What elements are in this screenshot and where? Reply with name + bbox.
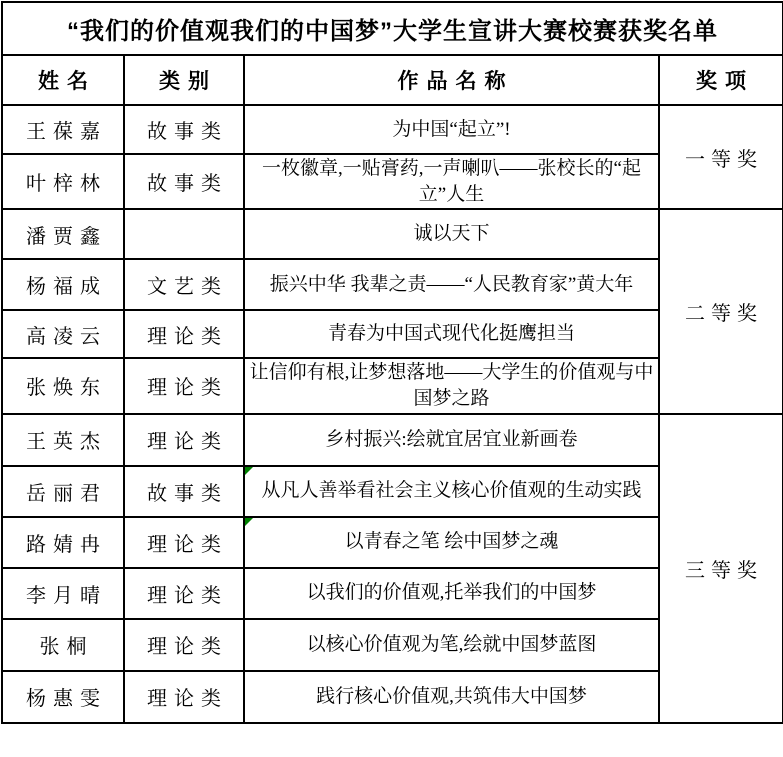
award-table [1,1,783,724]
name-cell: 杨惠雯 [2,671,124,723]
category-cell: 文艺类 [124,259,244,310]
name-cell: 潘贾鑫 [2,209,124,259]
work-title-cell: 让信仰有根,让梦想落地——大学生的价值观与中国梦之路 [244,358,659,413]
work-title-cell [244,517,659,568]
category-cell: 理论类 [124,517,244,568]
name-cell: 王葆嘉 [2,105,124,154]
column-header-name: 姓名 [2,55,124,105]
column-header-category: 类别 [124,55,244,105]
work-title-cell [244,466,659,517]
category-cell: 理论类 [124,568,244,619]
award-cell-third-prize: 三等奖 [659,414,783,723]
work-title-cell: 为中国“起立”! [244,105,659,154]
name-cell: 叶梓林 [2,154,124,209]
work-title-text: 以青春之笔 绘中国梦之魂 [344,531,559,553]
category-cell: 故事类 [124,466,244,517]
award-cell-first-prize: 一等奖 [659,105,783,209]
category-cell: 故事类 [124,105,244,154]
work-title-cell: 乡村振兴:绘就宜居宜业新画卷 [244,414,659,466]
category-cell: 理论类 [124,671,244,723]
column-header-award: 奖项 [659,55,783,105]
work-title-cell: 振兴中华 我辈之责——“人民教育家”黄大年 [244,259,659,310]
title-row [2,2,783,55]
work-title-cell: 践行核心价值观,共筑伟大中国梦 [244,671,659,723]
category-cell: 理论类 [124,310,244,358]
category-cell: 理论类 [124,619,244,671]
name-cell: 李月晴 [2,568,124,619]
cell-corner-marker-icon [245,467,253,475]
category-cell [124,209,244,259]
name-cell: 高凌云 [2,310,124,358]
name-cell: 张桐 [2,619,124,671]
name-cell: 路婧冉 [2,517,124,568]
table-row [2,105,783,154]
category-cell: 理论类 [124,358,244,413]
name-cell: 杨福成 [2,259,124,310]
category-cell: 理论类 [124,414,244,466]
work-title-text: 从凡人善举看社会主义核心价值观的生动实践 [261,480,642,502]
work-title-cell: 以我们的价值观,托举我们的中国梦 [244,568,659,619]
cell-corner-marker-icon [245,518,253,526]
work-title-cell: 青春为中国式现代化挺鹰担当 [244,310,659,358]
header-row [2,55,783,105]
award-cell-second-prize: 二等奖 [659,209,783,413]
page-title: “我们的价值观我们的中国梦”大学生宣讲大赛校赛获奖名单 [2,2,783,55]
name-cell: 岳丽君 [2,466,124,517]
category-cell: 故事类 [124,154,244,209]
work-title-cell: 以核心价值观为笔,绘就中国梦蓝图 [244,619,659,671]
work-title-cell: 一枚徽章,一贴膏药,一声喇叭——张校长的“起立”人生 [244,154,659,209]
table-row [2,414,783,466]
name-cell: 张焕东 [2,358,124,413]
column-header-work: 作品名称 [244,55,659,105]
name-cell: 王英杰 [2,414,124,466]
work-title-cell: 诚以天下 [244,209,659,259]
table-row [2,209,783,259]
